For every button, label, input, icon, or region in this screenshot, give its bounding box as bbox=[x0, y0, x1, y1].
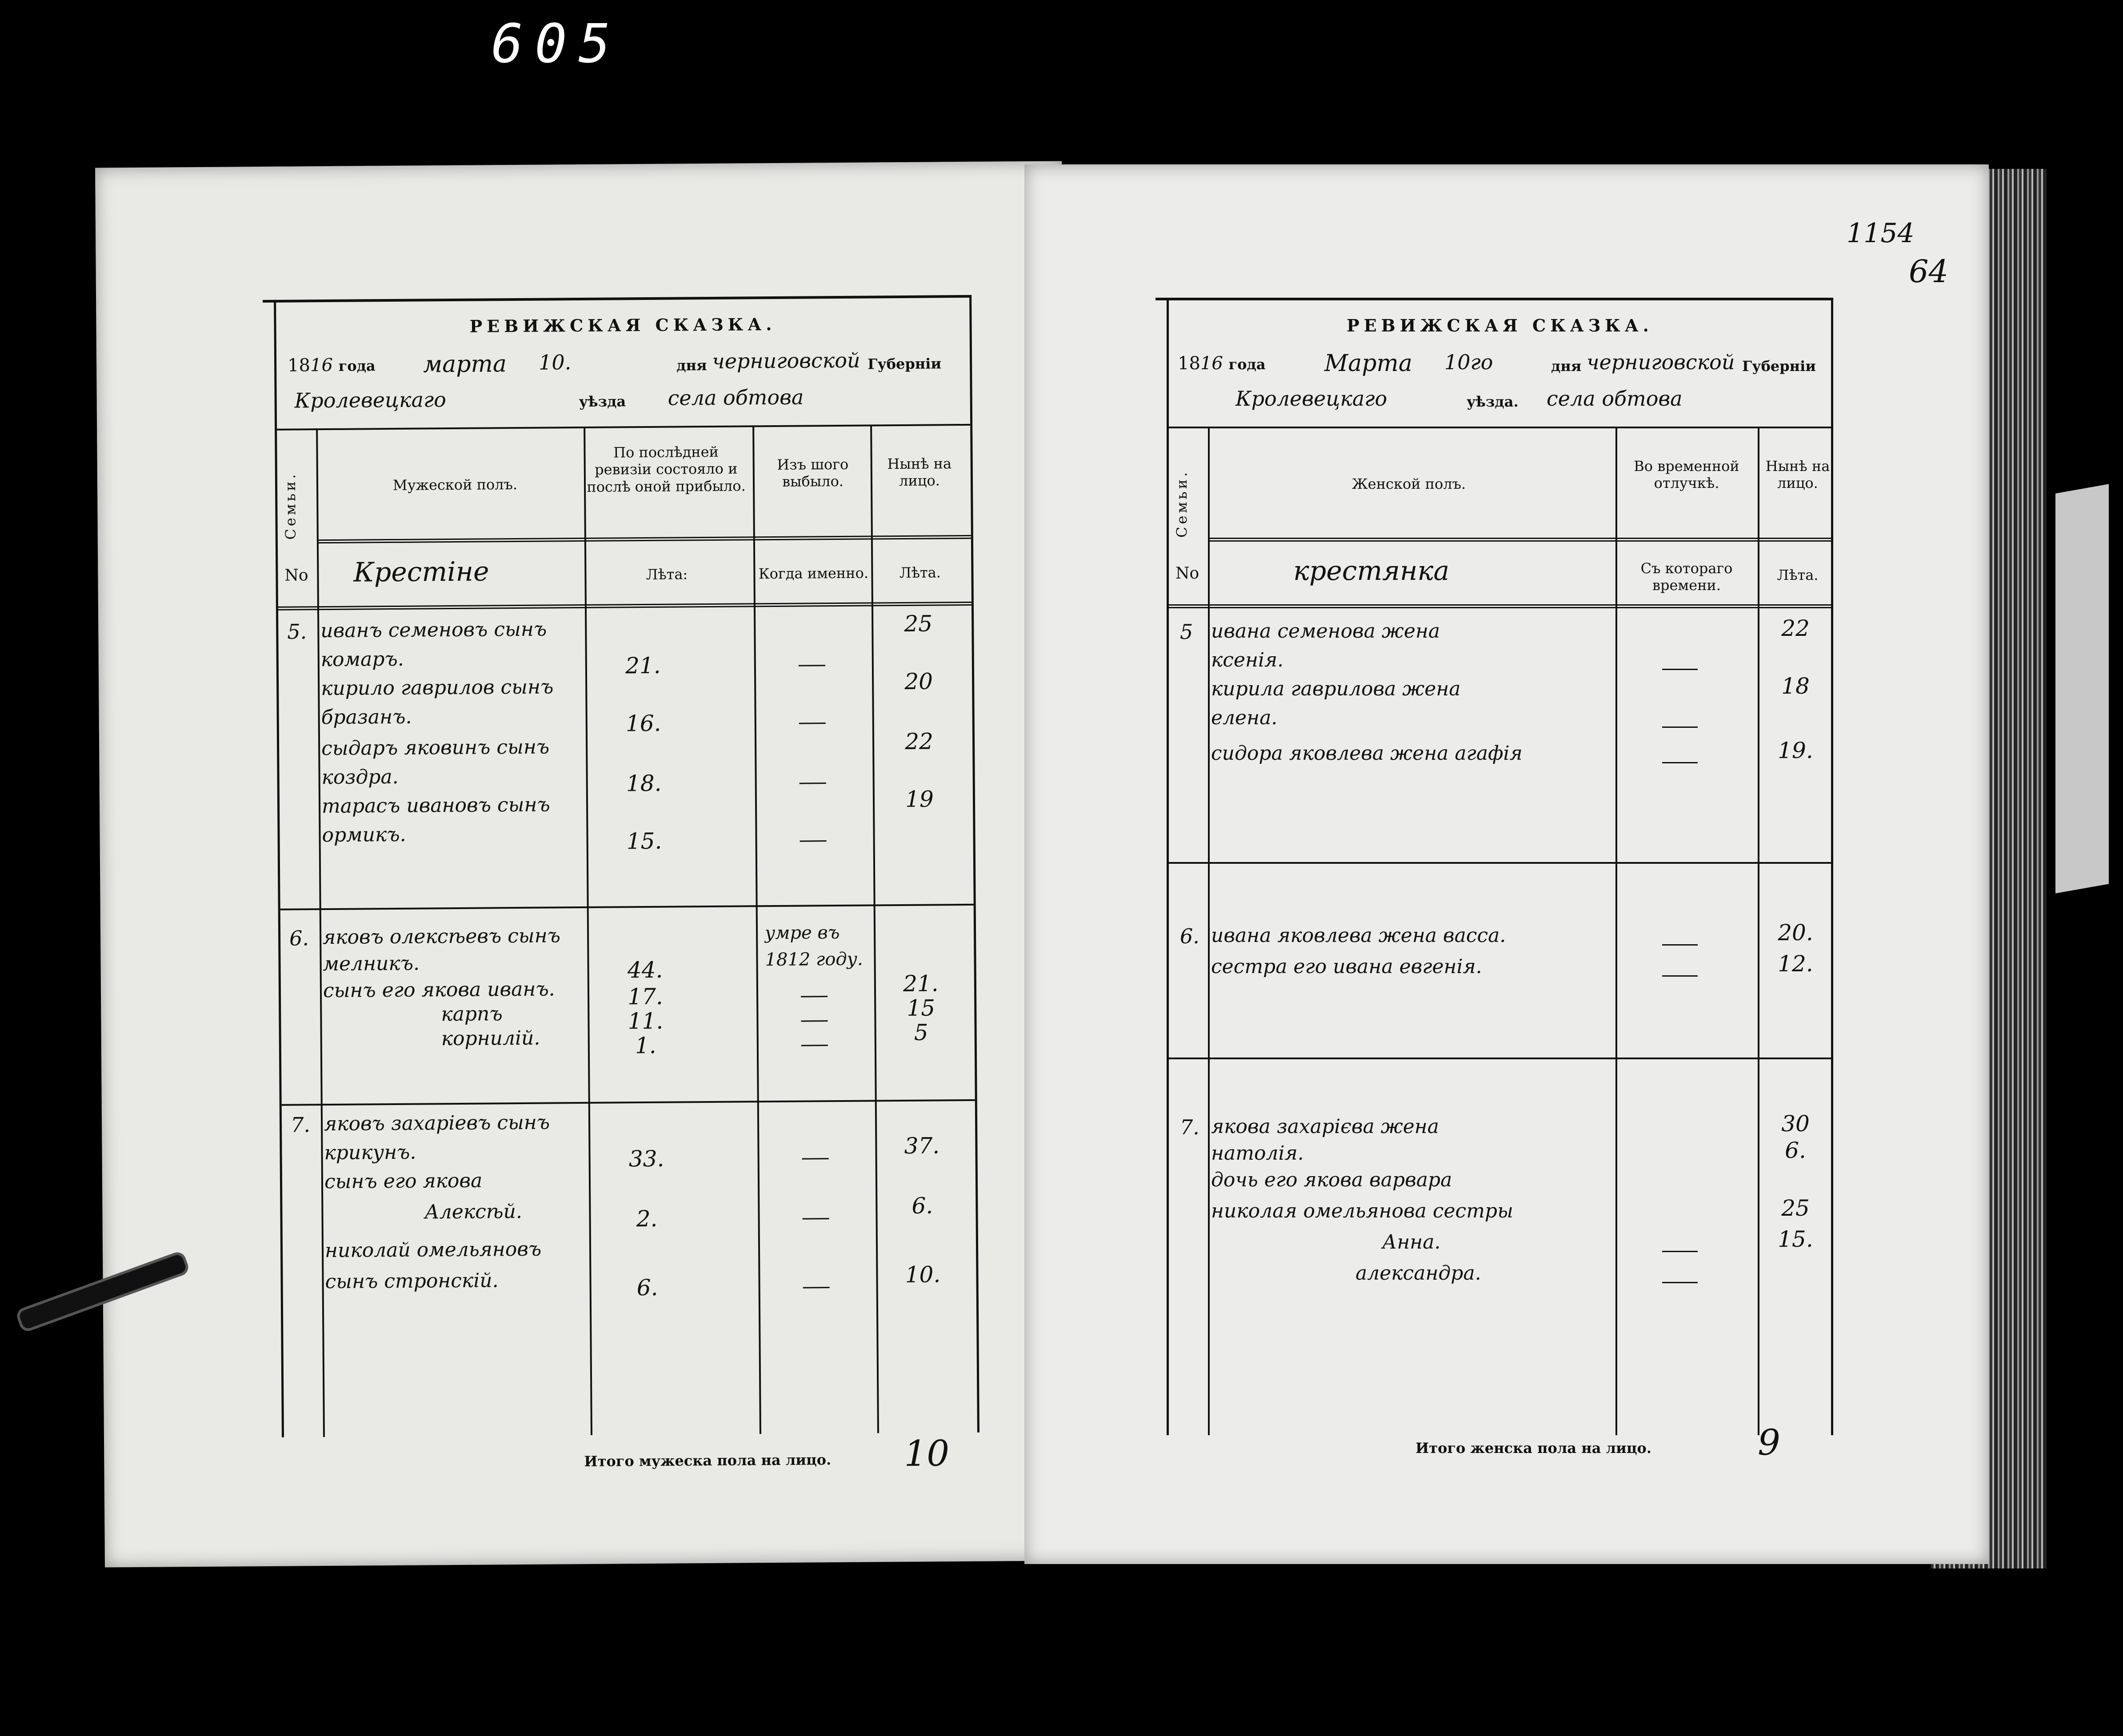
prev-age: 11. bbox=[628, 1008, 664, 1034]
col-name-header: Мужеской полъ. bbox=[392, 476, 518, 494]
person-name: ивана яковлева жена васса. bbox=[1211, 924, 1506, 947]
year-label: года bbox=[1228, 356, 1266, 373]
now-age: 18 bbox=[1781, 673, 1810, 699]
person-name: александра. bbox=[1355, 1262, 1481, 1285]
province-label: Губерніи bbox=[1742, 358, 1816, 375]
now-age: 15 bbox=[907, 995, 936, 1021]
col-family-header: Семьи. bbox=[1173, 469, 1190, 538]
left-dash bbox=[800, 782, 826, 784]
now-age: 6. bbox=[1785, 1137, 1806, 1163]
prev-age: 6. bbox=[636, 1274, 658, 1301]
paper-tab bbox=[2055, 484, 2109, 893]
year-line bbox=[288, 355, 376, 375]
person-name: сестра его ивана евгенія. bbox=[1211, 955, 1482, 978]
left-dash bbox=[803, 1287, 830, 1288]
col-left-header: Изъ шого выбыло. bbox=[777, 455, 849, 491]
sub-now: Лѣта. bbox=[899, 564, 941, 582]
person-name: яковъ олексѣевъ сынъ bbox=[322, 924, 561, 949]
year-line bbox=[1178, 353, 1266, 374]
temp-dash bbox=[1662, 762, 1698, 763]
archive-mark-2: 64 bbox=[1909, 253, 1949, 290]
district-hand: Кролевецкаго bbox=[294, 387, 447, 413]
person-name: ивана семенова жена bbox=[1211, 620, 1440, 643]
temp-dash bbox=[1662, 1282, 1698, 1283]
female-total-label: Итого женска пола на лицо. bbox=[1415, 1440, 1651, 1457]
open-ledger bbox=[91, 133, 2033, 1577]
archive-mark: 1154 bbox=[1847, 218, 1915, 249]
no-label: No bbox=[1175, 564, 1199, 583]
right-form bbox=[1167, 298, 1833, 1435]
prev-age: 2. bbox=[636, 1205, 658, 1232]
left-dash bbox=[801, 996, 828, 997]
female-total-value: 9 bbox=[1758, 1422, 1780, 1463]
now-age: 25 bbox=[904, 611, 933, 637]
family-number: 7. bbox=[1180, 1115, 1199, 1139]
male-total-label: Итого мужеска пола на лицо. bbox=[584, 1451, 832, 1470]
family-number: 6. bbox=[289, 926, 309, 950]
col-name-header: Женской полъ. bbox=[1351, 475, 1466, 492]
year-hand: 16 bbox=[1200, 353, 1223, 374]
family-number: 7. bbox=[290, 1113, 311, 1137]
left-dash bbox=[801, 1045, 828, 1046]
male-total-value: 10 bbox=[904, 1433, 950, 1474]
family-number: 5 bbox=[1180, 620, 1193, 644]
col-family-header: Семьи. bbox=[281, 471, 299, 540]
sub-temp: Съ котораго времени. bbox=[1640, 560, 1733, 594]
person-name: крикунъ. bbox=[324, 1141, 416, 1165]
person-name: яковъ захаріевъ сынъ bbox=[324, 1111, 550, 1136]
district-label: уѣзда. bbox=[1467, 393, 1519, 410]
sub-prev: Лѣта: bbox=[646, 566, 688, 583]
day-hand: 10го bbox=[1444, 350, 1493, 374]
family-number: 6. bbox=[1180, 924, 1199, 948]
col-now-header: Нынѣ на лицо. bbox=[1765, 458, 1830, 492]
person-name: сынъ стронскій. bbox=[325, 1269, 499, 1293]
person-name: сынъ его якова иванъ. bbox=[323, 978, 555, 1002]
form-header: РЕВИЖСКАЯ СКАЗКА. bbox=[469, 314, 776, 336]
left-page bbox=[95, 161, 1071, 1567]
person-name: Алексѣй. bbox=[424, 1200, 523, 1224]
left-dash bbox=[800, 840, 827, 842]
day-label: дня bbox=[676, 357, 707, 374]
col-temp-header: Во временной отлучкѣ. bbox=[1634, 458, 1739, 492]
day-hand: 10. bbox=[538, 350, 572, 375]
district-hand: Кролевецкаго bbox=[1235, 387, 1387, 411]
now-age: 19 bbox=[905, 786, 934, 812]
village-hand: села обтова bbox=[1547, 387, 1683, 411]
now-age: 15. bbox=[1778, 1226, 1813, 1252]
left-dash bbox=[799, 665, 825, 666]
sub-left: Когда именно. bbox=[758, 564, 869, 583]
form-header: РЕВИЖСКАЯ СКАЗКА. bbox=[1347, 315, 1653, 335]
month-hand: марта bbox=[423, 351, 507, 378]
person-name: кирила гаврилова жена bbox=[1211, 678, 1461, 700]
left-dash bbox=[803, 1218, 829, 1219]
person-name: сыдаръ яковинъ сынъ bbox=[321, 735, 550, 760]
person-name: Анна. bbox=[1382, 1231, 1441, 1253]
sub-now: Лѣта. bbox=[1777, 567, 1819, 583]
family-number: 5. bbox=[287, 619, 307, 644]
person-name: коздра. bbox=[321, 765, 399, 789]
prev-age: 33. bbox=[628, 1145, 664, 1172]
person-name: сынъ его якова bbox=[324, 1169, 483, 1193]
person-name: тарасъ ивановъ сынъ bbox=[321, 793, 550, 818]
district-label: уѣзда bbox=[579, 393, 626, 411]
left-dash bbox=[802, 1158, 829, 1159]
person-name: мелникъ. bbox=[323, 952, 420, 976]
temp-dash bbox=[1662, 944, 1698, 946]
now-age: 25 bbox=[1781, 1195, 1810, 1221]
village-hand: села обтова bbox=[668, 385, 804, 410]
col-prev-header: По послѣдней ревизіи состояло и послѣ оной прибыло. bbox=[587, 443, 746, 495]
day-label: дня bbox=[1551, 358, 1582, 375]
prev-age: 44. bbox=[627, 957, 663, 983]
now-age: 21. bbox=[903, 970, 939, 997]
person-name: сидора яковлева жена агафія bbox=[1211, 742, 1523, 765]
temp-dash bbox=[1662, 975, 1698, 977]
right-page bbox=[1024, 164, 1989, 1564]
now-age: 30 bbox=[1781, 1111, 1810, 1137]
person-name: николая омельянова сестры bbox=[1211, 1200, 1513, 1222]
person-name: ормикъ. bbox=[322, 823, 406, 847]
prev-age: 16. bbox=[625, 710, 661, 737]
person-name: бразанъ. bbox=[321, 705, 412, 729]
subheader-hand: крестянка bbox=[1293, 555, 1450, 587]
prev-age: 15. bbox=[626, 828, 662, 854]
person-name: натолія. bbox=[1211, 1142, 1304, 1165]
month-hand: Марта bbox=[1324, 350, 1412, 377]
province-label: Губерніи bbox=[868, 355, 942, 373]
now-age: 5 bbox=[914, 1019, 928, 1046]
year-hand: 16 bbox=[310, 355, 333, 376]
prev-age: 21. bbox=[625, 652, 661, 679]
person-name: дочь его якова варвара bbox=[1211, 1169, 1452, 1191]
now-age: 22 bbox=[905, 728, 934, 754]
province-hand: черниговской bbox=[712, 348, 860, 373]
no-label: No bbox=[284, 566, 308, 585]
person-name: иванъ семеновъ сынъ bbox=[320, 618, 547, 643]
now-age: 20. bbox=[1778, 920, 1813, 946]
now-age: 20 bbox=[904, 668, 933, 694]
person-name: николай омельяновъ bbox=[324, 1237, 542, 1262]
prev-age: 1. bbox=[635, 1032, 656, 1059]
temp-dash bbox=[1662, 1251, 1698, 1252]
left-form bbox=[274, 295, 980, 1437]
now-age: 10. bbox=[905, 1261, 941, 1288]
left-dash bbox=[801, 1020, 828, 1022]
subheader-hand: Крестіне bbox=[353, 556, 489, 588]
left-dash bbox=[799, 722, 826, 724]
year-prefix: 18 bbox=[1178, 353, 1200, 374]
now-age: 37. bbox=[904, 1133, 940, 1159]
person-name: карпъ bbox=[441, 1002, 503, 1026]
province-hand: черниговской bbox=[1587, 350, 1735, 374]
left-note: 1812 году. bbox=[765, 949, 863, 970]
person-name: елена. bbox=[1211, 706, 1278, 729]
now-age: 22 bbox=[1781, 615, 1810, 641]
prev-age: 17. bbox=[628, 983, 664, 1010]
year-label: года bbox=[338, 357, 376, 375]
temp-dash bbox=[1662, 669, 1698, 670]
person-name: ксенія. bbox=[1211, 649, 1284, 671]
left-note: умре въ bbox=[764, 922, 840, 944]
person-name: комаръ. bbox=[320, 647, 404, 671]
temp-dash bbox=[1662, 726, 1698, 728]
now-age: 6. bbox=[912, 1193, 933, 1219]
person-name: корнилій. bbox=[441, 1026, 540, 1050]
person-name: якова захарієва жена bbox=[1211, 1115, 1439, 1138]
now-age: 19. bbox=[1778, 738, 1813, 763]
year-prefix: 18 bbox=[287, 355, 311, 376]
now-age: 12. bbox=[1778, 951, 1813, 977]
person-name: кирило гаврилов сынъ bbox=[321, 675, 554, 700]
col-now-header: Нынѣ на лицо. bbox=[887, 455, 952, 490]
prev-age: 18. bbox=[626, 770, 662, 797]
frame-number: 605 bbox=[491, 13, 622, 75]
